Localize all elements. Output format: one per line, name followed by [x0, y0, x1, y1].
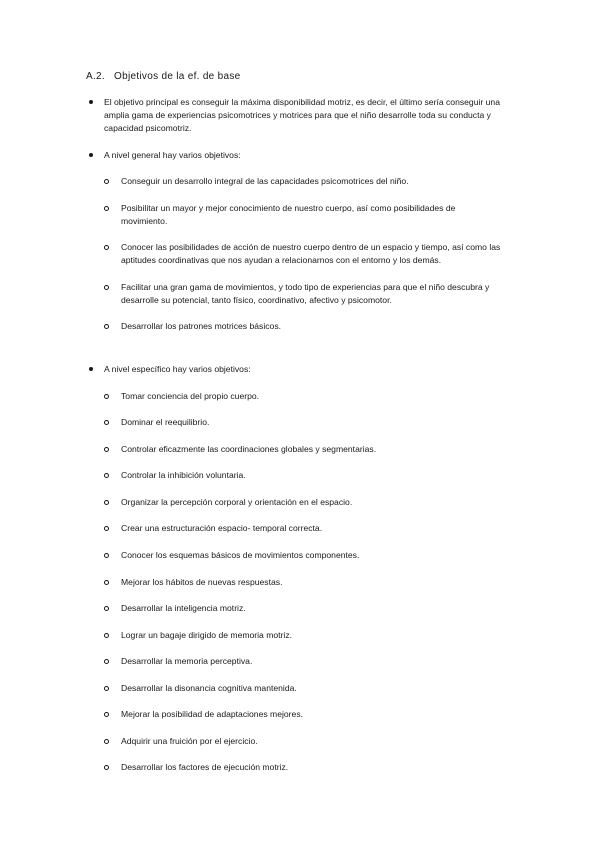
bullet-icon [89, 100, 93, 104]
bullet-icon [89, 367, 93, 371]
bullet-icon [89, 153, 93, 157]
circle-bullet-icon [104, 606, 109, 611]
list-item-text: Conseguir un desarrollo integral de las capacidades psicomotrices del niño. [121, 176, 409, 186]
list-item-text: Conocer las posibilidades de acción de nuestro cuerpo dentro de un espacio y tiempo, así como las aptitudes coordinativas que nos ayudan a relacionarnos con el entorno y los demás. [121, 242, 501, 265]
list-item-text: Dominar el reequilibrio. [121, 417, 210, 427]
list-item-text: Mejorar los hábitos de nuevas respuestas. [121, 577, 283, 587]
circle-bullet-icon [104, 526, 109, 531]
list-item-text: Facilitar una gran gama de movimientos, y todo tipo de experiencias para que el niño descubra y desarrolle su potencial, tanto físico, coordinativo, afectivo y psicomotor. [121, 282, 490, 305]
circle-bullet-icon [104, 633, 109, 638]
circle-bullet-icon [104, 500, 109, 505]
circle-bullet-icon [104, 473, 109, 478]
list-item-text: Mejorar la posibilidad de adaptaciones mejores. [121, 709, 304, 719]
list-item-text: Posibilitar un mayor y mejor conocimiento de nuestro cuerpo, así como posibilidades de movimiento. [121, 203, 456, 226]
bullet-text: A nivel general hay varios objetivos: [104, 150, 241, 160]
bullet-text: El objetivo principal es conseguir la máxima disponibilidad motriz, es decir, el último sería conseguir una amplia gama de experiencias psicomotrices y motrices para que el niño desarrolle toda su conducta y capacidad psicomotriz. [104, 97, 500, 133]
circle-bullet-icon [104, 712, 109, 717]
circle-bullet-icon [104, 206, 109, 211]
list-item-text: Crear una estructuración espacio- temporal correcta. [121, 523, 323, 533]
list-item-text: Lograr un bagaje dirigido de memoria motriz. [121, 630, 293, 640]
list-item-text: Desarrollar la inteligencia motriz. [121, 603, 246, 613]
circle-bullet-icon [104, 686, 109, 691]
bullet-text: A nivel específico hay varios objetivos: [104, 364, 251, 374]
circle-bullet-icon [104, 765, 109, 770]
circle-bullet-icon [104, 420, 109, 425]
list-item-text: Tomar conciencia del propio cuerpo. [121, 391, 260, 401]
circle-bullet-icon [104, 580, 109, 585]
circle-bullet-icon [104, 245, 109, 250]
circle-bullet-icon [104, 285, 109, 290]
circle-bullet-icon [104, 659, 109, 664]
circle-bullet-icon [104, 179, 109, 184]
list-item-text: Desarrollar los factores de ejecución motriz. [121, 762, 289, 772]
list-item-text: Controlar eficazmente las coordinaciones globales y segmentarias. [121, 444, 377, 454]
list-item-text: Adquirir una fruición por el ejercicio. [121, 736, 258, 746]
list-item-text: Conocer los esquemas básicos de movimientos componentes. [121, 550, 360, 560]
list-item-text: Controlar la inhibición voluntaria. [121, 470, 246, 480]
list-item-text: Desarrollar los patrones motrices básicos. [121, 321, 281, 331]
list-item-text: Desarrollar la memoria perceptiva. [121, 656, 253, 666]
section-heading [86, 71, 241, 82]
section-number: A.2. [86, 71, 105, 82]
section-title: Objetivos de la ef. de base [114, 71, 241, 82]
circle-bullet-icon [104, 447, 109, 452]
circle-bullet-icon [104, 553, 109, 558]
circle-bullet-icon [104, 394, 109, 399]
circle-bullet-icon [104, 739, 109, 744]
list-item-text: Desarrollar la disonancia cognitiva mantenida. [121, 683, 297, 693]
circle-bullet-icon [104, 324, 109, 329]
list-item-text: Organizar la percepción corporal y orientación en el espacio. [121, 497, 353, 507]
